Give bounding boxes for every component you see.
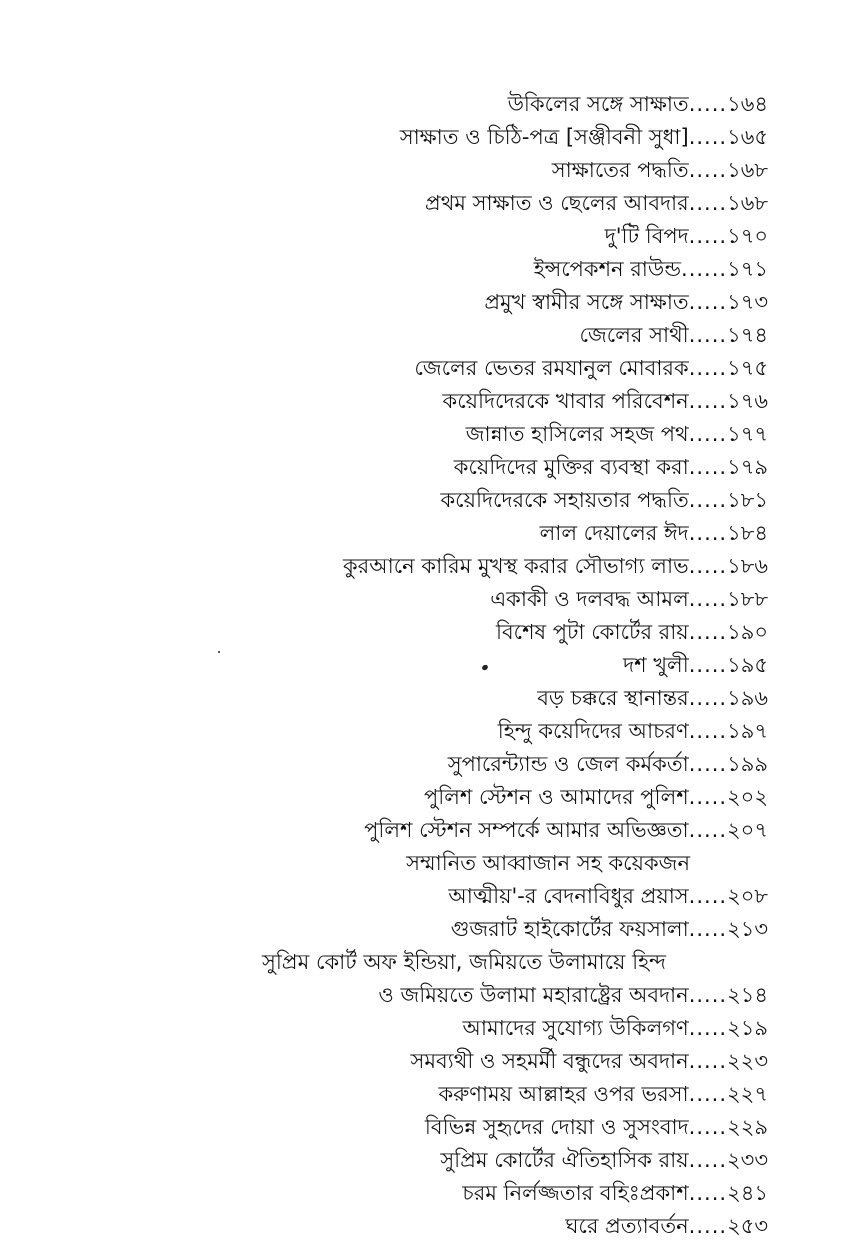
toc-entry-title: প্রমুখ স্বামীর সঙ্গে সাক্ষাত xyxy=(484,290,689,314)
toc-entry-leader-dots: ..... xyxy=(688,125,728,149)
toc-entry xyxy=(148,814,768,847)
toc-entry-page-number: ১৭৬ xyxy=(727,389,768,413)
toc-entry-title: সম্মানিত আব্বাজান সহ কয়েকজন xyxy=(406,851,690,875)
toc-entry-leader-dots: ..... xyxy=(688,719,728,743)
stray-ink-dot xyxy=(218,651,220,653)
toc-entry-title: হিন্দু কয়েদিদের আচরণ xyxy=(497,719,689,743)
toc-entry-leader-dots: ..... xyxy=(688,1049,728,1073)
toc-entry-page-number: ২১৯ xyxy=(727,1016,768,1040)
toc-entry-title: পুলিশ স্টেশন সম্পর্কে আমার অভিজ্ঞতা xyxy=(364,818,689,842)
toc-entry-page-number: ২৪১ xyxy=(727,1181,768,1205)
toc-entry-leader-dots: ..... xyxy=(688,158,728,182)
toc-entry-leader-dots: ...... xyxy=(681,257,728,281)
toc-entry-leader-dots: ..... xyxy=(688,1016,728,1040)
toc-entry-leader-dots: ..... xyxy=(688,224,728,248)
toc-entry-page-number: ২০২ xyxy=(727,785,768,809)
toc-entry-leader-dots: ..... xyxy=(688,917,728,941)
toc-entry-leader-dots: ..... xyxy=(688,686,728,710)
toc-entry-title: চরম নির্লজ্জতার বহিঃপ্রকাশ xyxy=(462,1181,689,1205)
toc-entry-page-number: ১৮৮ xyxy=(727,587,768,611)
toc-entry-title: গুজরাট হাইকোর্টের ফয়সালা xyxy=(450,917,689,941)
toc-entry-title: সুপ্রিম কোর্ট অফ ইন্ডিয়া, জমিয়তে উলামায়ে হিন্দ xyxy=(262,950,666,974)
toc-entry xyxy=(148,121,768,154)
toc-entry-leader-dots: ..... xyxy=(688,191,728,215)
toc-entry-page-number: ২১৩ xyxy=(727,917,768,941)
toc-entry-page-number: ১৯৭ xyxy=(727,719,768,743)
toc-entry xyxy=(148,1045,768,1078)
toc-entry-title: কয়েদিদেরকে সহায়তার পদ্ধতি xyxy=(440,488,689,512)
toc-entry xyxy=(148,583,768,616)
toc-entry xyxy=(148,484,768,517)
toc-entry-page-number: ১৯৬ xyxy=(727,686,768,710)
toc-entry-title: সুপারেন্ট্যান্ড ও জেল কর্মকর্তা xyxy=(447,752,689,776)
toc-entry-leader-dots: ..... xyxy=(688,983,728,1007)
toc-entry xyxy=(148,550,768,583)
toc-entry-leader-dots: ..... xyxy=(688,389,728,413)
toc-entry xyxy=(148,220,768,253)
toc-entry-page-number: ১৭৩ xyxy=(727,290,768,314)
toc-entry-page-number: ২২৩ xyxy=(727,1049,768,1073)
toc-entry-page-number: ১৬৮ xyxy=(727,191,768,215)
toc-entry-title: একাকী ও দলবদ্ধ আমল xyxy=(490,587,689,611)
toc-entry-page-number: ২২৭ xyxy=(727,1082,768,1106)
toc-entry-leader-dots: ..... xyxy=(688,785,728,809)
toc-entry-page-number: ১৭৪ xyxy=(727,323,768,347)
toc-entry-leader-dots: ..... xyxy=(688,92,728,116)
toc-entry xyxy=(148,1210,768,1243)
toc-entry-title: পুলিশ স্টেশন ও আমাদের পুলিশ xyxy=(424,785,689,809)
toc-entry-leader-dots: ..... xyxy=(688,356,728,380)
toc-entry-title: সুপ্রিম কোর্টের ঐতিহাসিক রায় xyxy=(440,1148,689,1172)
toc-entry xyxy=(148,748,768,781)
toc-entry xyxy=(148,286,768,319)
toc-entry xyxy=(148,385,768,418)
toc-entry-title: বড় চক্করে স্থানান্তর xyxy=(537,686,689,710)
toc-entry-leader-dots: ..... xyxy=(688,818,728,842)
toc-entry xyxy=(148,451,768,484)
toc-entry xyxy=(148,517,768,550)
toc-entry-title: কুরআনে কারিম মুখস্থ করার সৌভাগ্য লাভ xyxy=(342,554,689,578)
toc-entry xyxy=(148,682,768,715)
table-of-contents xyxy=(148,88,768,1243)
toc-entry xyxy=(148,979,768,1012)
toc-entry-title: জেলের সাথী xyxy=(579,323,689,347)
toc-entry-leader-dots: ..... xyxy=(688,1214,728,1238)
toc-entry-leader-dots: ..... xyxy=(688,752,728,776)
toc-entry-leader-dots: ..... xyxy=(688,290,728,314)
toc-entry-title: সমব্যথী ও সহমর্মী বন্ধুদের অবদান xyxy=(410,1049,689,1073)
toc-entry-page-number: ১৭০ xyxy=(727,224,768,248)
toc-entry-leader-dots: ..... xyxy=(688,1115,728,1139)
toc-entry xyxy=(148,253,768,286)
toc-entry-title: কয়েদিদেরকে খাবার পরিবেশন xyxy=(442,389,689,413)
toc-entry-leader-dots: ..... xyxy=(688,521,728,545)
toc-entry-title: করুণাময় আল্লাহর ওপর ভরসা xyxy=(438,1082,689,1106)
toc-entry-page-number: ১৭৫ xyxy=(727,356,768,380)
toc-entry xyxy=(148,649,768,682)
toc-entry-leader-dots: ..... xyxy=(688,323,728,347)
toc-entry-title: ইন্সপেকশন রাউন্ড xyxy=(533,257,682,281)
toc-entry-title: ও জমিয়তে উলামা মহারাষ্ট্রের অবদান xyxy=(378,983,689,1007)
toc-entry xyxy=(148,781,768,814)
toc-entry-leader-dots: ..... xyxy=(688,587,728,611)
toc-entry-page-number: ২৫৩ xyxy=(727,1214,768,1238)
toc-entry-leader-dots: ..... xyxy=(688,488,728,512)
toc-entry xyxy=(148,847,768,880)
toc-entry-title: জেলের ভেতর রমযানুল মোবারক xyxy=(414,356,689,380)
toc-entry xyxy=(148,946,768,979)
toc-entry xyxy=(148,880,768,913)
toc-entry-leader-dots: ..... xyxy=(688,1148,728,1172)
toc-entry-title: উকিলের সঙ্গে সাক্ষাত xyxy=(507,92,689,116)
toc-entry-page-number: ১৭৭ xyxy=(727,422,768,446)
toc-entry-leader-dots: ..... xyxy=(688,422,728,446)
toc-entry xyxy=(148,616,768,649)
toc-entry-page-number: ২০৮ xyxy=(727,884,768,908)
toc-entry-leader-dots: ..... xyxy=(688,1082,728,1106)
toc-entry-leader-dots: ..... xyxy=(688,620,728,644)
toc-entry-title: দু'টি বিপদ xyxy=(604,224,689,248)
toc-entry-page-number: ১৯৫ xyxy=(727,653,768,677)
toc-entry-title: জান্নাত হাসিলের সহজ পথ xyxy=(465,422,689,446)
toc-entry-title: লাল দেয়ালের ঈদ xyxy=(539,521,689,545)
toc-entry xyxy=(148,1144,768,1177)
toc-entry-title: প্রথম সাক্ষাত ও ছেলের আবদার xyxy=(425,191,689,215)
toc-entry-title: কয়েদিদের মুক্তির ব্যবস্থা করা xyxy=(453,455,689,479)
toc-entry xyxy=(148,913,768,946)
toc-entry-title: আমাদের সুযোগ্য উকিলগণ xyxy=(462,1016,689,1040)
toc-entry xyxy=(148,352,768,385)
toc-entry-title: বিশেষ পুটা কোর্টের রায় xyxy=(495,620,689,644)
toc-entry-page-number: ১৬৫ xyxy=(727,125,768,149)
toc-entry xyxy=(148,1078,768,1111)
toc-entry-title: সাক্ষাতের পদ্ধতি xyxy=(551,158,689,182)
toc-entry-page-number: ২১৪ xyxy=(727,983,768,1007)
toc-entry-page-number: ১৯৯ xyxy=(727,752,768,776)
toc-entry-page-number: ১৮৬ xyxy=(727,554,768,578)
toc-entry xyxy=(148,715,768,748)
toc-entry-page-number: ১৬৪ xyxy=(727,92,768,116)
toc-entry xyxy=(148,187,768,220)
toc-entry-page-number: ১৮৪ xyxy=(727,521,768,545)
toc-entry xyxy=(148,418,768,451)
toc-entry xyxy=(148,154,768,187)
toc-entry-title: আত্মীয়'-র বেদনাবিধুর প্রয়াস xyxy=(448,884,689,908)
toc-entry-page-number: ১৭১ xyxy=(727,257,768,281)
toc-entry-leader-dots: ..... xyxy=(688,884,728,908)
toc-entry-leader-dots: ..... xyxy=(688,554,728,578)
toc-entry xyxy=(148,1111,768,1144)
toc-entry-page-number: ১৬৮ xyxy=(727,158,768,182)
toc-entry-page-number: ১৯০ xyxy=(727,620,768,644)
toc-entry xyxy=(148,88,768,121)
toc-entry-leader-dots: ..... xyxy=(688,1181,728,1205)
toc-entry-page-number: ১৮১ xyxy=(727,488,768,512)
toc-entry-leader-dots: ..... xyxy=(688,455,728,479)
toc-entry-title: সাক্ষাত ও চিঠি-পত্র [সঞ্জীবনী সুধা] xyxy=(399,125,689,149)
toc-entry-page-number: ২২৯ xyxy=(727,1115,768,1139)
toc-entry-title: ঘরে প্রত্যাবর্তন xyxy=(565,1214,689,1238)
toc-entry xyxy=(148,1012,768,1045)
toc-entry-page-number: ২০৭ xyxy=(727,818,768,842)
toc-entry-page-number: ১৭৯ xyxy=(727,455,768,479)
toc-entry-title: বিভিন্ন সুহৃদের দোয়া ও সুসংবাদ xyxy=(424,1115,689,1139)
toc-entry-title: দশ খুলী xyxy=(623,653,689,677)
toc-entry-page-number: ২৩৩ xyxy=(727,1148,768,1172)
toc-entry xyxy=(148,319,768,352)
toc-entry xyxy=(148,1177,768,1210)
toc-entry-leader-dots: ..... xyxy=(688,653,728,677)
